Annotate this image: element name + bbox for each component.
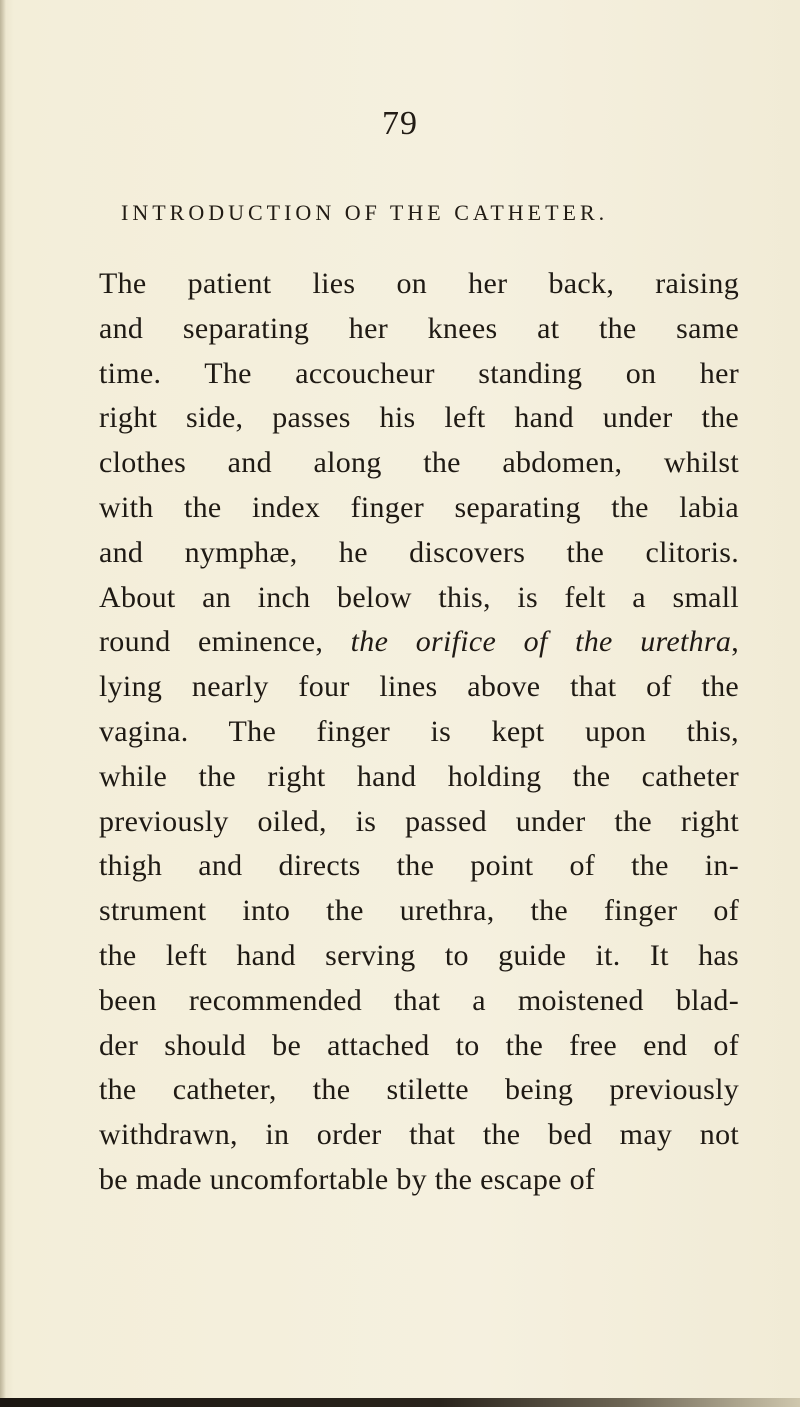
text-line: be made uncomfortable by the escape of xyxy=(99,1162,596,1196)
text-line: The patient lies on her back, raising xyxy=(99,267,739,300)
bottom-edge-shadow xyxy=(0,1398,800,1407)
text-line: der should be attached to the free end of xyxy=(99,1028,739,1062)
page-number: 79 xyxy=(382,105,418,142)
text-line: clothes and along the abdomen, whilst xyxy=(99,446,739,480)
text-line: with the index finger separating the labia xyxy=(99,490,739,524)
text-segment: round eminence, xyxy=(99,625,351,659)
text-line: and nymphæ, he discovers the clitoris. xyxy=(99,535,739,569)
text-line: while the right hand holding the catheter xyxy=(99,759,739,793)
section-heading: INTRODUCTION OF THE CATHETER. xyxy=(121,200,609,225)
text-line: the catheter, the stilette being previously xyxy=(99,1073,739,1107)
text-line: withdrawn, in order that the bed may not xyxy=(99,1118,739,1152)
text-line: been recommended that a moistened blad- xyxy=(99,983,739,1017)
text-line: lying nearly four lines above that of the xyxy=(99,670,739,704)
text-line: and separating her knees at the same xyxy=(99,311,739,345)
text-line: strument into the urethra, the finger of xyxy=(99,894,739,928)
text-line: thigh and directs the point of the in- xyxy=(99,849,739,883)
text-line: the left hand serving to guide it. It has xyxy=(99,938,739,972)
page-edge-shadow xyxy=(0,0,6,1407)
text-line: About an inch below this, is felt a small xyxy=(99,580,739,614)
italic-term: the orifice of the urethra xyxy=(350,625,732,659)
text-line: right side, passes his left hand under the xyxy=(99,401,739,435)
body-text xyxy=(99,262,739,1203)
text-line: time. The accoucheur standing on her xyxy=(99,356,739,390)
text-line-with-italic xyxy=(99,620,739,665)
text-line: previously oiled, is passed under the right xyxy=(99,804,739,838)
text-line: vagina. The finger is kept upon this, xyxy=(99,714,739,748)
text-segment: , xyxy=(731,625,739,659)
